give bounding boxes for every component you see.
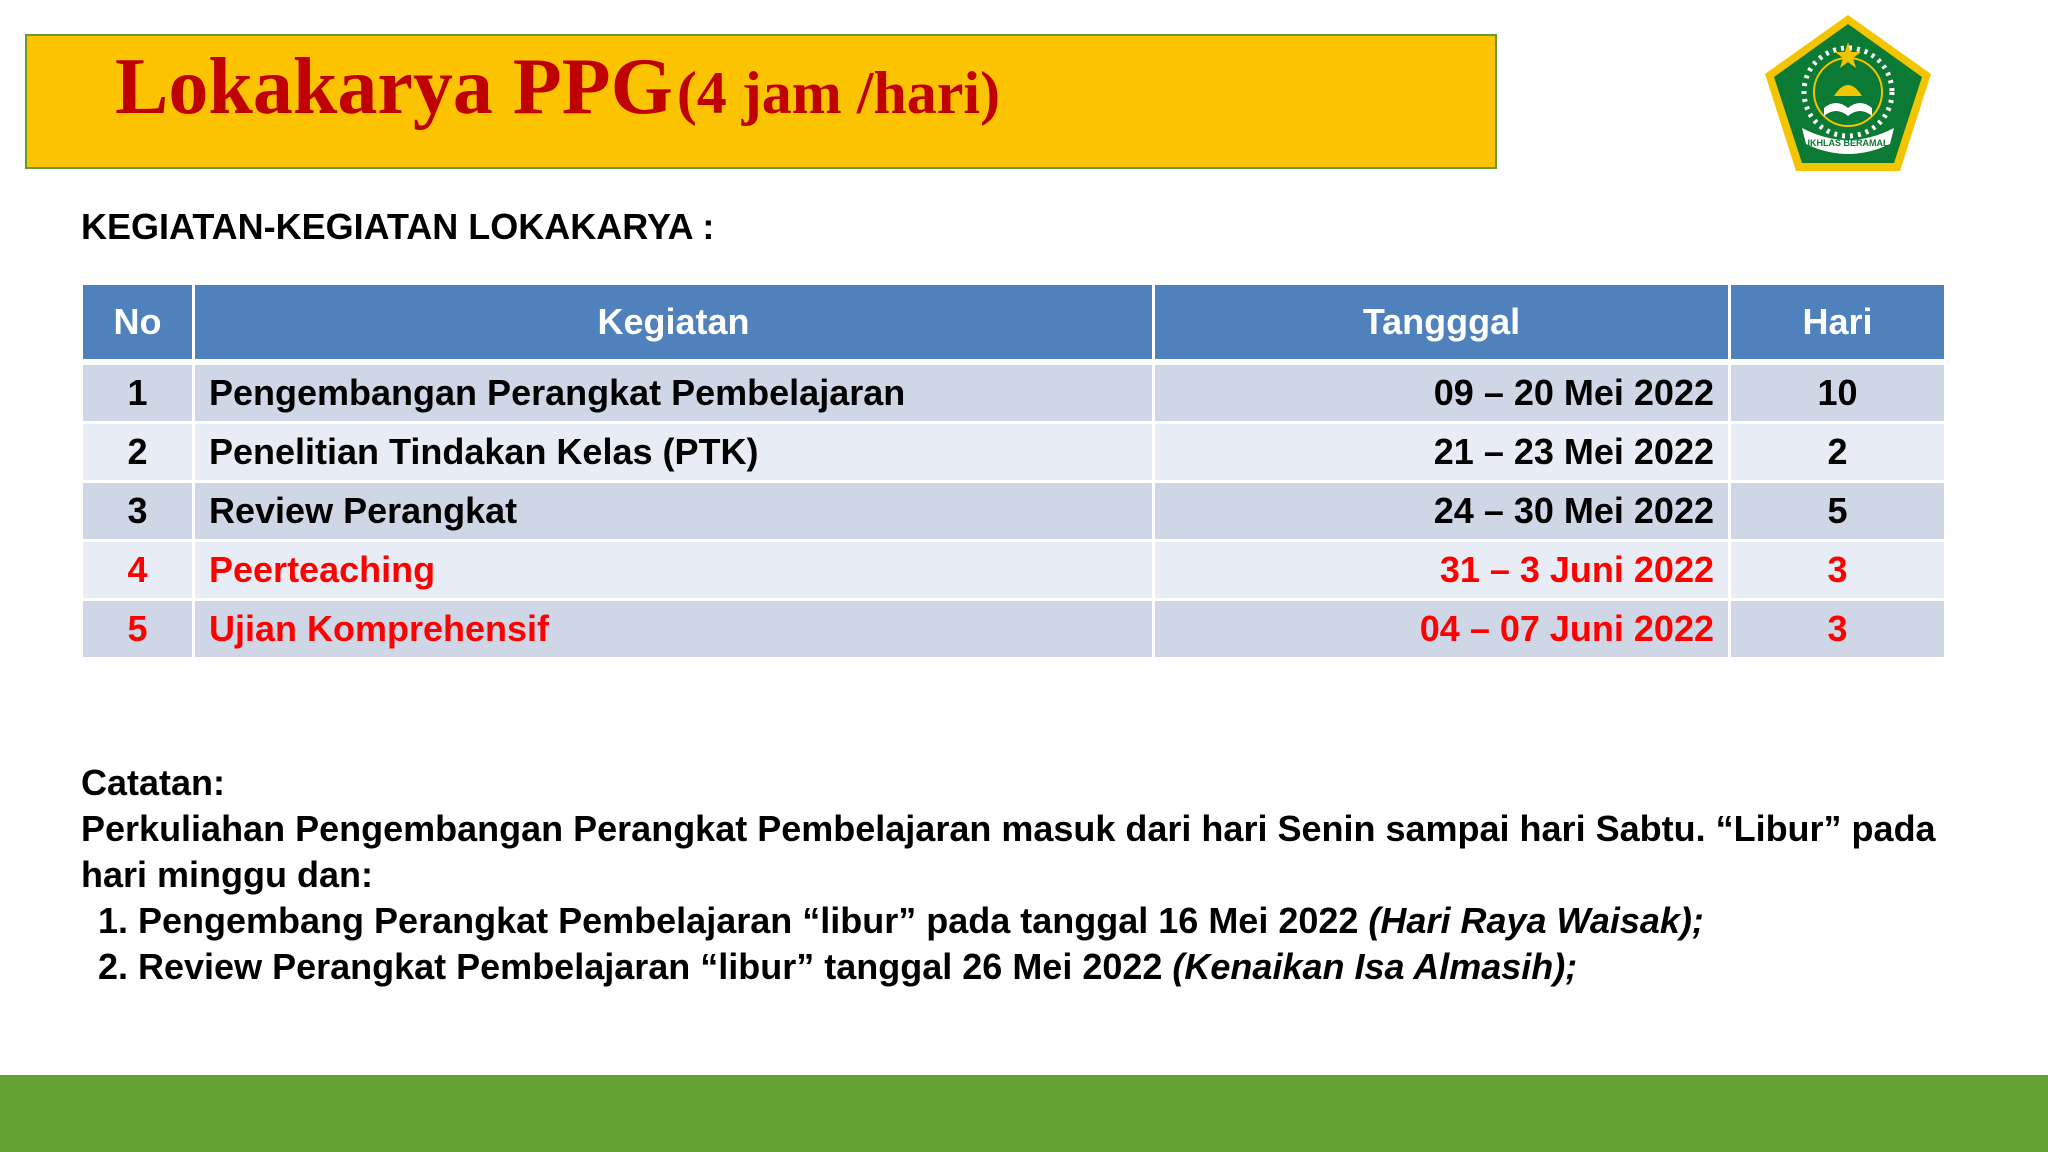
row-days: 3 (1730, 600, 1946, 659)
title-banner (25, 34, 1497, 169)
row-no: 2 (82, 423, 194, 482)
footer-bar (0, 1075, 2048, 1152)
slide-title-main: Lokakarya PPG (115, 43, 673, 131)
header-activity: Kegiatan (194, 284, 1154, 363)
note-text: Pengembang Perangkat Pembelajaran “libur” pada tanggal 16 Mei 2022 (138, 900, 1369, 941)
row-date: 04 – 07 Juni 2022 (1154, 600, 1730, 659)
emblem-ribbon-text: IKHLAS BERAMAL (1807, 138, 1889, 148)
row-no: 4 (82, 541, 194, 600)
row-days: 10 (1730, 362, 1946, 423)
notes-list (81, 898, 1981, 990)
table-row (82, 423, 1946, 482)
slide-title-sub: (4 jam /hari) (676, 60, 1001, 126)
header-days: Hari (1730, 284, 1946, 363)
table-row (82, 600, 1946, 659)
row-no: 5 (82, 600, 194, 659)
notes-label: Catatan: (81, 762, 226, 803)
section-heading: KEGIATAN-KEGIATAN LOKAKARYA : (81, 206, 715, 247)
row-activity: Review Perangkat (194, 482, 1154, 541)
row-date: 31 – 3 Juni 2022 (1154, 541, 1730, 600)
slide-title (115, 42, 1000, 133)
table-row (82, 362, 1946, 423)
header-date: Tangggal (1154, 284, 1730, 363)
activities-table (80, 282, 1947, 660)
row-days: 5 (1730, 482, 1946, 541)
row-date: 24 – 30 Mei 2022 (1154, 482, 1730, 541)
notes-section (81, 760, 1981, 990)
table-header-row (82, 284, 1946, 363)
note-text: Review Perangkat Pembelajaran “libur” tanggal 26 Mei 2022 (138, 946, 1173, 987)
note-emphasis: (Hari Raya Waisak); (1368, 900, 1704, 941)
row-activity: Penelitian Tindakan Kelas (PTK) (194, 423, 1154, 482)
row-activity: Peerteaching (194, 541, 1154, 600)
row-no: 1 (82, 362, 194, 423)
table-row (82, 541, 1946, 600)
row-activity: Ujian Komprehensif (194, 600, 1154, 659)
row-date: 21 – 23 Mei 2022 (1154, 423, 1730, 482)
note-emphasis: (Kenaikan Isa Almasih); (1172, 946, 1578, 987)
row-activity: Pengembangan Perangkat Pembelajaran (194, 362, 1154, 423)
header-no: No (82, 284, 194, 363)
notes-intro: Perkuliahan Pengembangan Perangkat Pembelajaran masuk dari hari Senin sampai hari Sabtu. “Libur” pada hari minggu dan: (81, 808, 1936, 895)
row-no: 3 (82, 482, 194, 541)
list-item (138, 898, 1981, 944)
row-days: 3 (1730, 541, 1946, 600)
ministry-emblem-icon (1762, 12, 1934, 174)
row-days: 2 (1730, 423, 1946, 482)
list-item (138, 944, 1981, 990)
table-row (82, 482, 1946, 541)
row-date: 09 – 20 Mei 2022 (1154, 362, 1730, 423)
